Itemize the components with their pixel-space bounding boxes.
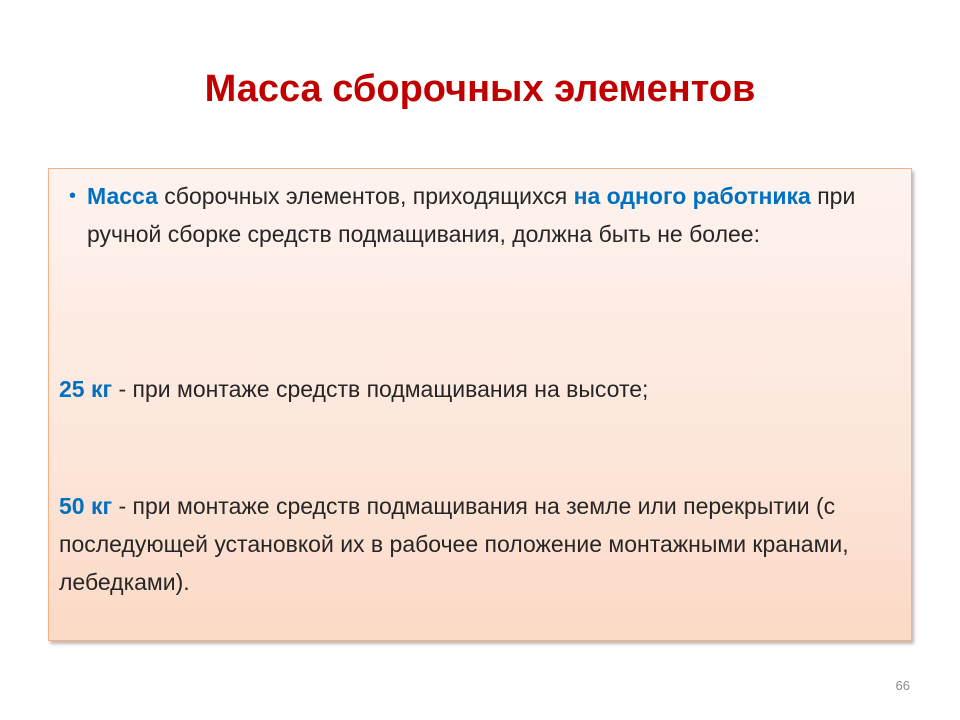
weight-description: - при монтаже средств подмащивания на высоте; [112, 376, 649, 402]
page-number: 66 [895, 678, 910, 693]
bullet-marker: • [69, 185, 77, 207]
weight-description: - при монтаже средств подмащивания на земле или перекрытии (с последующей установкой их в рабочее положение монтажными кранами, лебедками). [59, 493, 849, 595]
bullet-paragraph [59, 177, 877, 253]
slide-title: Масса сборочных элементов [204, 68, 756, 110]
content-box [48, 168, 912, 641]
bullet-accent-per-worker: на одного работника [573, 183, 811, 209]
weight-value: 50 кг [59, 493, 113, 519]
weight-item-50 [59, 487, 899, 601]
bullet-text-part: при ручной сборке средств подмащивания, должна быть не более: [87, 183, 856, 247]
weight-item-25 [59, 370, 899, 408]
bullet-accent-mass: Масса [87, 183, 158, 209]
weight-value: 25 кг [59, 376, 113, 402]
bullet-text-part: сборочных элементов, приходящихся [157, 183, 574, 209]
